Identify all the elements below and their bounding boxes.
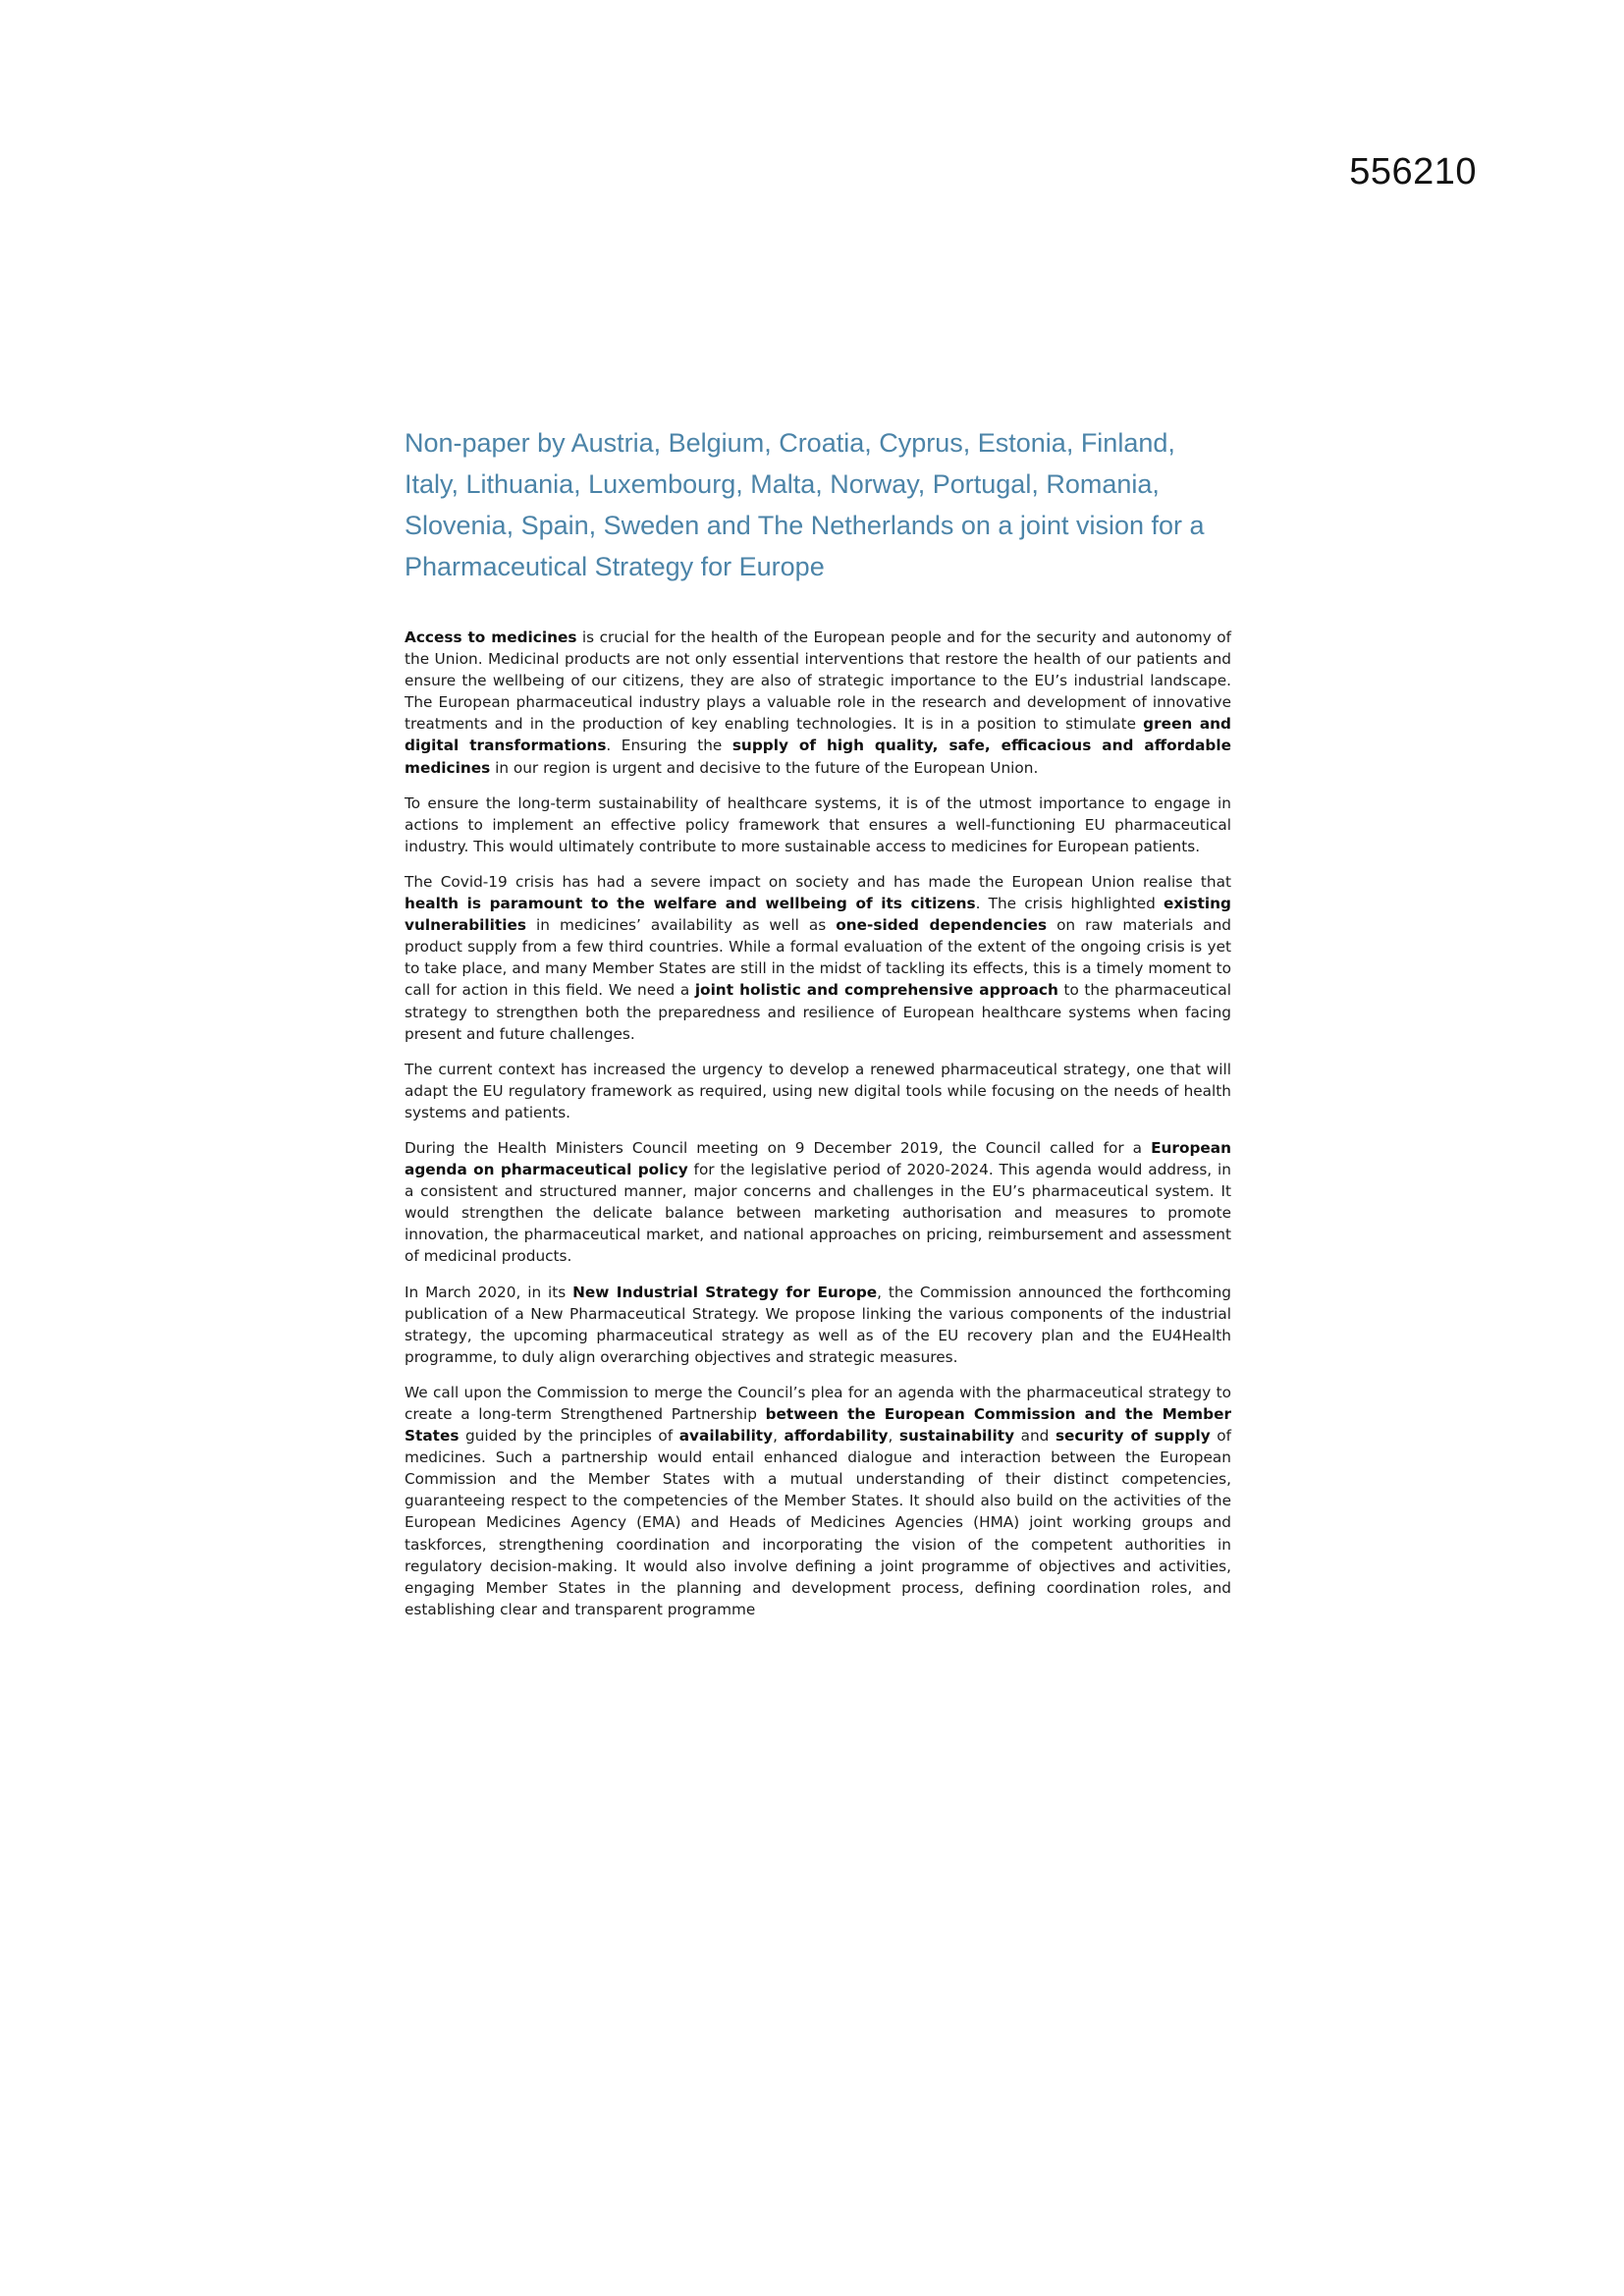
paragraph-sustainability — [405, 793, 1231, 857]
paragraph-current-context — [405, 1059, 1231, 1123]
paragraph-text: guided by the principles of — [459, 1427, 679, 1446]
document-body — [405, 422, 1231, 1634]
paragraph-text: In March 2020, in its — [405, 1283, 573, 1301]
paragraph-text: The Covid-19 crisis has had a severe impact on society and has made the European Union realise that — [405, 872, 1231, 891]
paragraph-access-to-medicines — [405, 627, 1231, 779]
paragraph-text: To ensure the long-term sustainability of healthcare systems, it is of the utmost importance to engage in actions to implement an effective policy framework that ensures a well-functioning EU pharmaceutical industry. This would ultimately contribute to more sustainable access to medicines for European patients. — [405, 793, 1231, 855]
paragraph-text: to the pharmaceutical strategy to strengthen both the preparedness and resilience of European healthcare systems when facing present and future challenges. — [405, 981, 1231, 1043]
paragraph-industrial-strategy — [405, 1282, 1231, 1368]
paragraph-text: . Ensuring the — [606, 737, 732, 755]
paragraph-text: . The crisis highlighted — [975, 895, 1164, 913]
bold-phrase: supply of high quality, safe, efficacious and affordable medicines — [405, 737, 1231, 777]
bold-phrase: between the European Commission and the Member States — [405, 1405, 1231, 1446]
bold-phrase: Access to medicines — [405, 629, 577, 646]
paragraph-text: , the Commission announced the forthcoming publication of a New Pharmaceutical Strategy. We propose linking the various components of the industrial strategy, the upcoming pharmaceutical strategy as well as of the EU recovery plan and the EU4Health programme, to duly align overarching objectives and strategic measures. — [405, 1283, 1232, 1366]
paragraph-text: The current context has increased the urgency to develop a renewed pharmaceutical strategy, one that will adapt the EU regulatory framework as required, using new digital tools while focusing on the needs of health systems and patients. — [405, 1060, 1231, 1121]
paragraph-text: , — [773, 1427, 785, 1446]
paragraph-text: in our region is urgent and decisive to the future of the European Union. — [490, 758, 1039, 777]
document-title: Non-paper by Austria, Belgium, Croatia, Cyprus, Estonia, Finland, Italy, Lithuania, Luxembourg, Malta, Norway, Portugal, Romania, Slovenia, Spain, Sweden and The Netherlands on a joint vision for a Pharmaceutical Strategy for Europe — [405, 428, 1205, 581]
bold-phrase: affordability — [784, 1427, 889, 1446]
bold-phrase: sustainability — [898, 1427, 1015, 1446]
bold-phrase: New Industrial Strategy for Europe — [572, 1283, 878, 1301]
paragraph-text: , — [888, 1427, 899, 1446]
bold-phrase: joint holistic and comprehensive approach — [694, 981, 1058, 1000]
bold-phrase: one-sided dependencies — [836, 916, 1048, 935]
bold-phrase: availability — [678, 1427, 774, 1446]
paragraph-text: in medicines’ availability as well as — [525, 916, 837, 935]
paragraph-council-meeting — [405, 1137, 1231, 1268]
bold-phrase: green and digital transformations — [405, 715, 1232, 755]
paragraph-covid-crisis — [405, 871, 1231, 1045]
paragraph-text: is crucial for the health of the European people and for the security and autonomy of the Union. Medicinal products are not only essential interventions that restore the health of our patients and ensure the wellbeing of our citizens, they are also of strategic importance to the EU’s industrial landscape. The European pharmaceutical industry plays a valuable role in the research and development of innovative treatments and in the production of key enabling technologies. It is in a position to stimulate — [405, 629, 1232, 734]
bold-phrase: European agenda on pharmaceutical policy — [405, 1138, 1231, 1179]
paragraph-text: of medicines. Such a partnership would entail enhanced dialogue and interaction between the European Commission and the Member States with a mutual understanding of their distinct competencies, guaranteeing respect to the competencies of the Member States. It should also build on the activities of the European Medicines Agency (EMA) and Heads of Medicines Agencies (HMA) joint working groups and taskforces, strengthening coordination and incorporating the vision of the competent authorities in regulatory decision-making. It would also involve defining a joint programme of objectives and activities, engaging Member States in the planning and development process, defining coordination roles, and establishing clear and transparent programme — [405, 1427, 1231, 1618]
document-id-number: 556210 — [1349, 151, 1477, 192]
bold-phrase: security of supply — [1055, 1427, 1211, 1446]
paragraph-text: for the legislative period of 2020-2024. This agenda would address, in a consistent and structured manner, major concerns and challenges in the EU’s pharmaceutical system. It would strengthen the delicate balance between marketing authorisation and measures to promote innovation, the pharmaceutical market, and national approaches on pricing, reimbursement and assessment of medicinal products. — [405, 1161, 1231, 1266]
paragraph-text: and — [1014, 1427, 1056, 1446]
bold-phrase: existing vulnerabilities — [405, 895, 1231, 935]
paragraph-partnership — [405, 1382, 1231, 1620]
paragraph-text: on raw materials and product supply from a few third countries. While a formal evaluation of the extent of the ongoing crisis is yet to take place, and many Member States are still in the midst of tackling its effects, this is a timely moment to call for action in this field. We need a — [405, 916, 1231, 1000]
paragraph-text: During the Health Ministers Council meeting on 9 December 2019, the Council called for a — [405, 1138, 1152, 1157]
bold-phrase: health is paramount to the welfare and wellbeing of its citizens — [405, 895, 976, 913]
paragraph-text: We call upon the Commission to merge the Council’s plea for an agenda with the pharmaceutical strategy to create a long-term Strengthened Partnership — [405, 1383, 1231, 1423]
